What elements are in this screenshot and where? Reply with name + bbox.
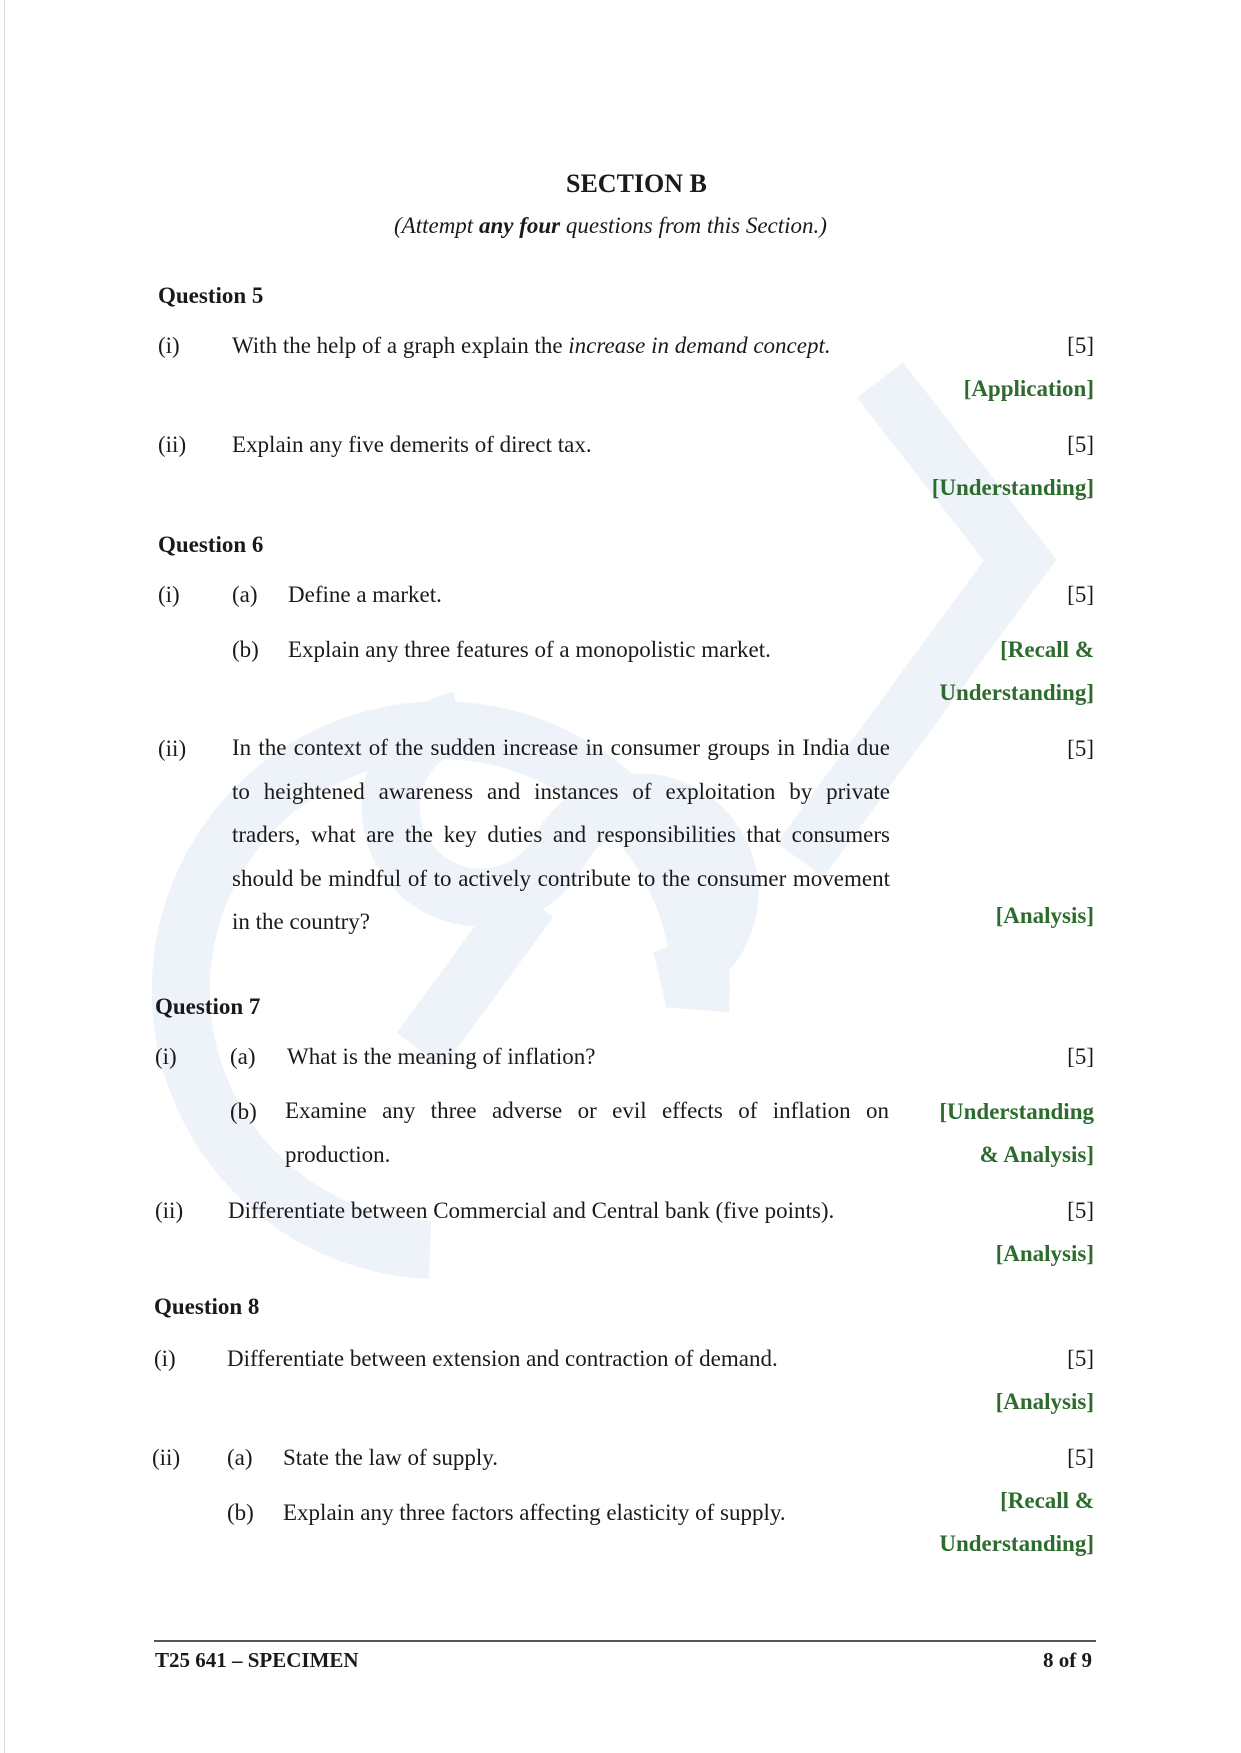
section-instruction — [394, 213, 827, 239]
footer-code: T25 641 – SPECIMEN — [155, 1648, 359, 1672]
q7-ii-number: (ii) — [155, 1198, 184, 1223]
q6-i-b-label: (b) — [232, 637, 259, 662]
q8-i-number: (i) — [154, 1346, 176, 1371]
q7-ii-text: Differentiate between Commercial and Central bank (five points). — [228, 1198, 835, 1223]
question-8-heading: Question 8 — [154, 1294, 260, 1319]
q5-i-level: [Application] — [963, 376, 1094, 401]
q6-i-level-line1: [Recall & — [1000, 637, 1094, 662]
q6-i-b-text: Explain any three features of a monopolistic market. — [288, 637, 771, 662]
q5-i-text-italic: increase in demand concept. — [568, 333, 831, 358]
q7-i-b-label: (b) — [230, 1099, 257, 1124]
page-edge-line — [4, 0, 5, 1753]
q5-i-number: (i) — [158, 333, 180, 358]
q8-i-text: Differentiate between extension and contraction of demand. — [227, 1346, 778, 1371]
instruction-bold: any four — [478, 213, 561, 238]
q5-i-text-plain: With the help of a graph explain the — [232, 333, 569, 358]
q8-ii-level-line2: Understanding] — [939, 1531, 1094, 1556]
q8-ii-a-label: (a) — [227, 1445, 253, 1470]
q8-ii-b-text: Explain any three factors affecting elasticity of supply. — [283, 1500, 786, 1525]
q6-ii-text: In the context of the sudden increase in consumer groups in India due to heightened awareness and instances of exploitation by private traders, what are the key duties and responsibilities that consumers should be mindful of to actively contribute to the consumer movement in the country? — [232, 735, 890, 934]
q6-i-marks: [5] — [1067, 582, 1094, 607]
q8-i-level: [Analysis] — [995, 1389, 1094, 1414]
q5-ii-text: Explain any five demerits of direct tax. — [232, 432, 592, 457]
q5-i-text — [232, 333, 831, 359]
q7-i-level-line1: [Understanding — [939, 1099, 1094, 1124]
q6-ii-level: [Analysis] — [995, 903, 1094, 928]
q8-i-marks: [5] — [1067, 1346, 1094, 1371]
q5-i-marks: [5] — [1067, 333, 1094, 358]
q7-i-a-text: What is the meaning of inflation? — [287, 1044, 596, 1069]
q7-i-level-line2: & Analysis] — [979, 1142, 1094, 1167]
q8-ii-b-label: (b) — [227, 1500, 254, 1525]
q7-i-b-text: Examine any three adverse or evil effects of inflation on production. — [285, 1098, 889, 1167]
question-5-heading: Question 5 — [158, 283, 264, 308]
footer-rule — [154, 1640, 1096, 1642]
question-6-heading: Question 6 — [158, 532, 264, 557]
q5-ii-level: [Understanding] — [931, 475, 1094, 500]
q6-i-a-label: (a) — [232, 582, 258, 607]
q7-i-a-label: (a) — [230, 1044, 256, 1069]
question-7-heading: Question 7 — [155, 994, 261, 1019]
q7-i-number: (i) — [155, 1044, 177, 1069]
q8-ii-a-text: State the law of supply. — [283, 1445, 499, 1470]
instruction-pre: (Attempt — [394, 213, 479, 238]
q7-ii-level: [Analysis] — [995, 1241, 1094, 1266]
q6-i-a-text: Define a market. — [288, 582, 442, 607]
q6-ii-number: (ii) — [158, 736, 187, 761]
instruction-post: questions from this Section.) — [560, 213, 827, 238]
q8-ii-number: (ii) — [152, 1445, 181, 1470]
q6-i-level-line2: Understanding] — [939, 680, 1094, 705]
q5-ii-number: (ii) — [158, 432, 187, 457]
q8-ii-level-line1: [Recall & — [1000, 1488, 1094, 1513]
section-title: SECTION B — [566, 169, 707, 198]
q6-i-number: (i) — [158, 582, 180, 607]
q5-ii-marks: [5] — [1067, 432, 1094, 457]
q8-ii-marks: [5] — [1067, 1445, 1094, 1470]
q6-ii-marks: [5] — [1067, 736, 1094, 761]
q7-ii-marks: [5] — [1067, 1198, 1094, 1223]
q7-i-marks: [5] — [1067, 1044, 1094, 1069]
footer-page-number: 8 of 9 — [1043, 1648, 1092, 1672]
